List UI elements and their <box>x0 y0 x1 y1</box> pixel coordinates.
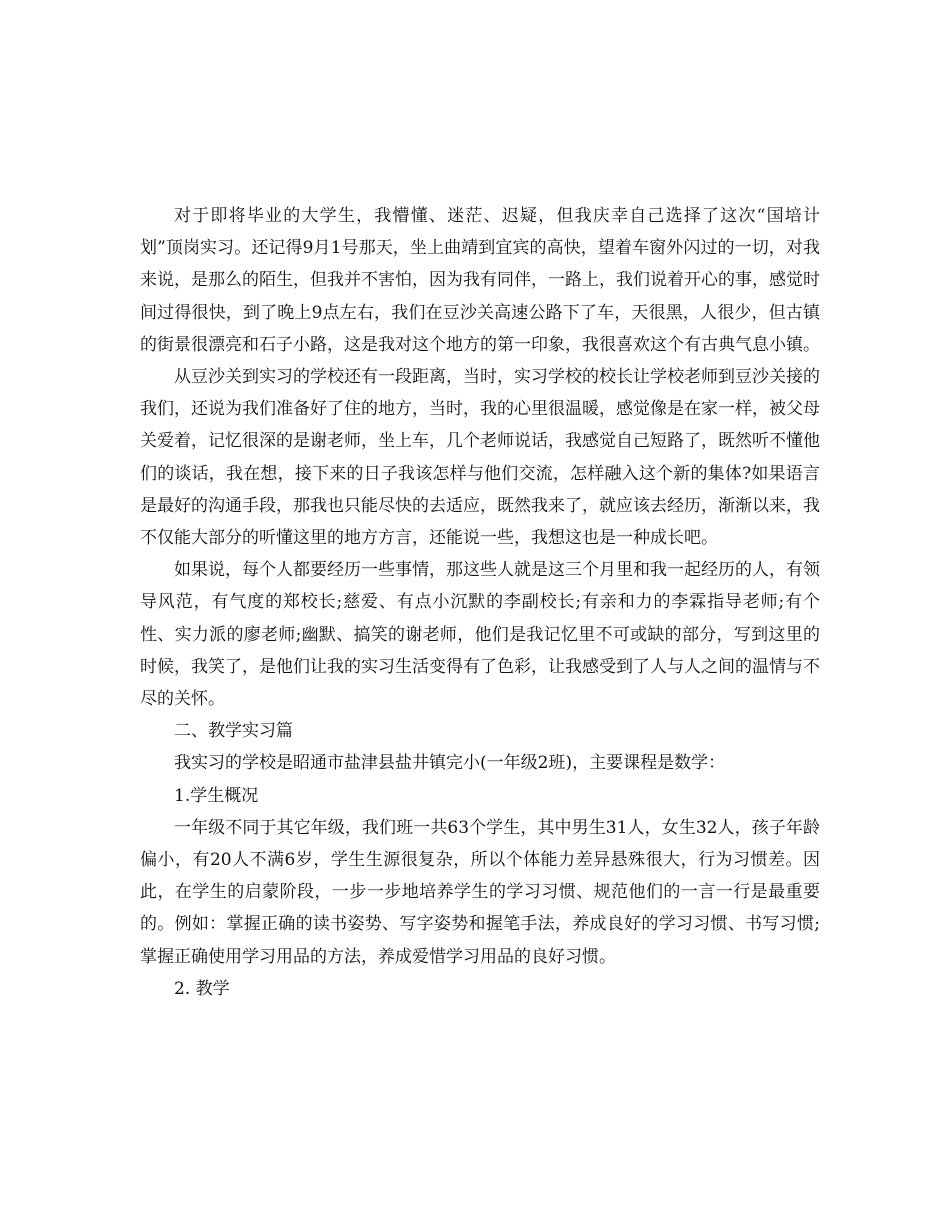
paragraph-people: 如果说，每个人都要经历一些事情，那这些人就是这三个月里和我一起经历的人，有领导风范，有气度的郑校长;慈爱、有点小沉默的李副校长;有亲和力的李霖指导老师;有个性、实力派的廖老师;幽默、搞笑的谢老师，他们是我记忆里不可或缺的部分，写到这里的时候，我笑了，是他们让我的实习生活变得有了色彩，让我感受到了人与人之间的温情与不尽的关怀。 <box>140 560 820 710</box>
section-heading: 二、教学实习篇 <box>174 721 293 742</box>
paragraph-arrival: 对于即将毕业的大学生，我懵懂、迷茫、迟疑，但我庆幸自己选择了这次“国培计划”顶岗实习。还记得9月1号那天，坐上曲靖到宜宾的高快，望着车窗外闪过的一切，对我来说，是那么的陌生，但我并不害怕，因为我有同伴，一路上，我们说着开心的事，感觉时间过得很快，到了晚上9点左右，我们在豆沙关高速公路下了车，天很黑，人很少，但古镇的街景很漂亮和石子小路，这是我对这个地方的第一印象，我很喜欢这个有古典气息小镇。 <box>140 206 820 355</box>
sub-heading-student-overview: 1.学生概况 <box>174 785 259 806</box>
sub-heading-teaching: 2. 教学 <box>174 978 230 999</box>
paragraph-students: 一年级不同于其它年级，我们班一共63个学生，其中男生31人，女生32人，孩子年龄偏小，有20人不满6岁，学生生源很复杂，所以个体能力差异悬殊很大，行为习惯差。因此，在学生的启蒙阶段，一步一步地培养学生的学习习惯、规范他们的一言一行是最重要的。例如：掌握正确的读书姿势、写字姿势和握笔手法，养成良好的学习习惯、书写习惯;掌握正确使用学习用品的方法，养成爱惜学习用品的良好习惯。 <box>140 817 820 967</box>
paragraph-school-journey: 从豆沙关到实习的学校还有一段距离，当时，实习学校的校长让学校老师到豆沙关接的我们，还说为我们准备好了住的地方，当时，我的心里很温暖，感觉像是在家一样，被父母关爱着，记忆很深的是谢老师，坐上车，几个老师说话，我感觉自己短路了，既然听不懂他们的谈话，我在想，接下来的日子我该怎样与他们交流，怎样融入这个新的集体?如果语言是最好的沟通手段，那我也只能尽快的去适应，既然我来了，就应该去经历，渐渐以来，我不仅能大部分的听懂这里的地方方言，还能说一些，我想这也是一种成长吧。 <box>140 367 820 549</box>
school-info-line: 我实习的学校是昭通市盐津县盐井镇完小(一年级2班)，主要课程是数学： <box>174 753 726 774</box>
document-body <box>140 200 820 1005</box>
